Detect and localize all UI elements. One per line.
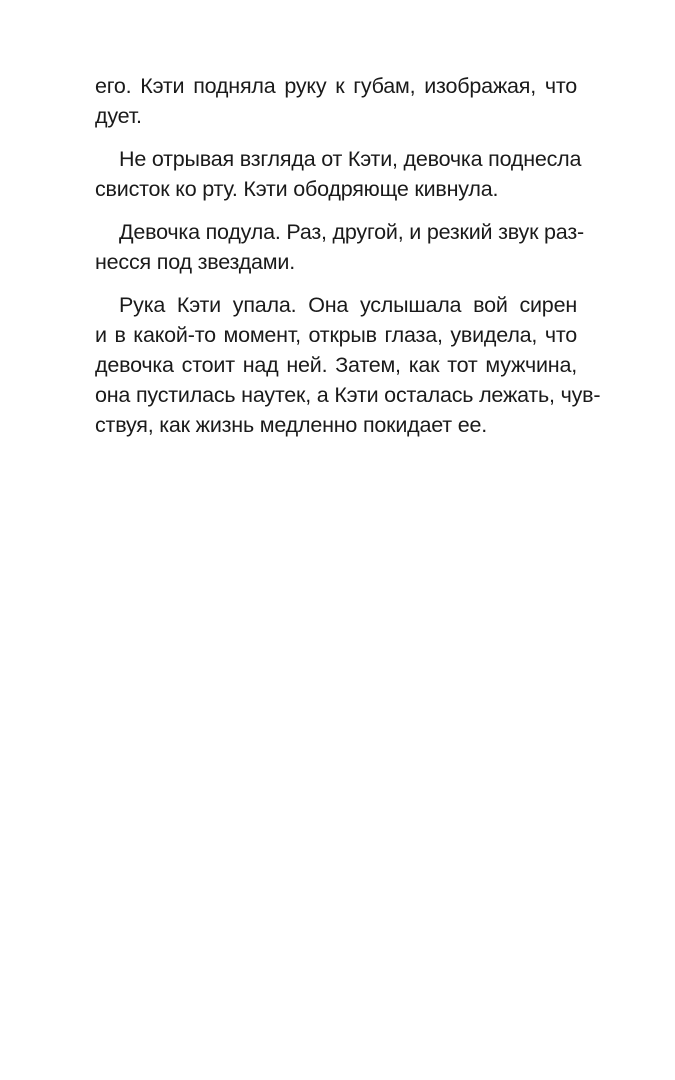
- paragraph: [95, 71, 577, 131]
- text-line: Девочка подула. Раз, другой, и резкий звук раз-: [119, 220, 584, 244]
- text-line: свисток ко рту. Кэти ободряюще кивнула.: [95, 177, 499, 201]
- text-line: несся под звездами.: [95, 250, 295, 274]
- paragraph: [95, 144, 582, 204]
- text-line: Не отрывая взгляда от Кэти, девочка поднесла: [119, 147, 582, 171]
- text-line: девочка стоит над ней. Затем, как тот мужчина,: [95, 353, 577, 377]
- paragraph: [95, 290, 601, 440]
- text-line: его. Кэти подняла руку к губам, изображая, что: [95, 74, 577, 98]
- text-line: и в какой-то момент, открыв глаза, увидела, что: [95, 323, 577, 347]
- page-text: [95, 71, 601, 440]
- text-line: дует.: [95, 104, 142, 128]
- paragraph: [95, 217, 584, 277]
- text-line: ствуя, как жизнь медленно покидает ее.: [95, 413, 488, 437]
- text-line: Рука Кэти упала. Она услышала вой сирен: [119, 293, 577, 317]
- text-line: она пустилась наутек, а Кэти осталась лежать, чув-: [95, 383, 601, 407]
